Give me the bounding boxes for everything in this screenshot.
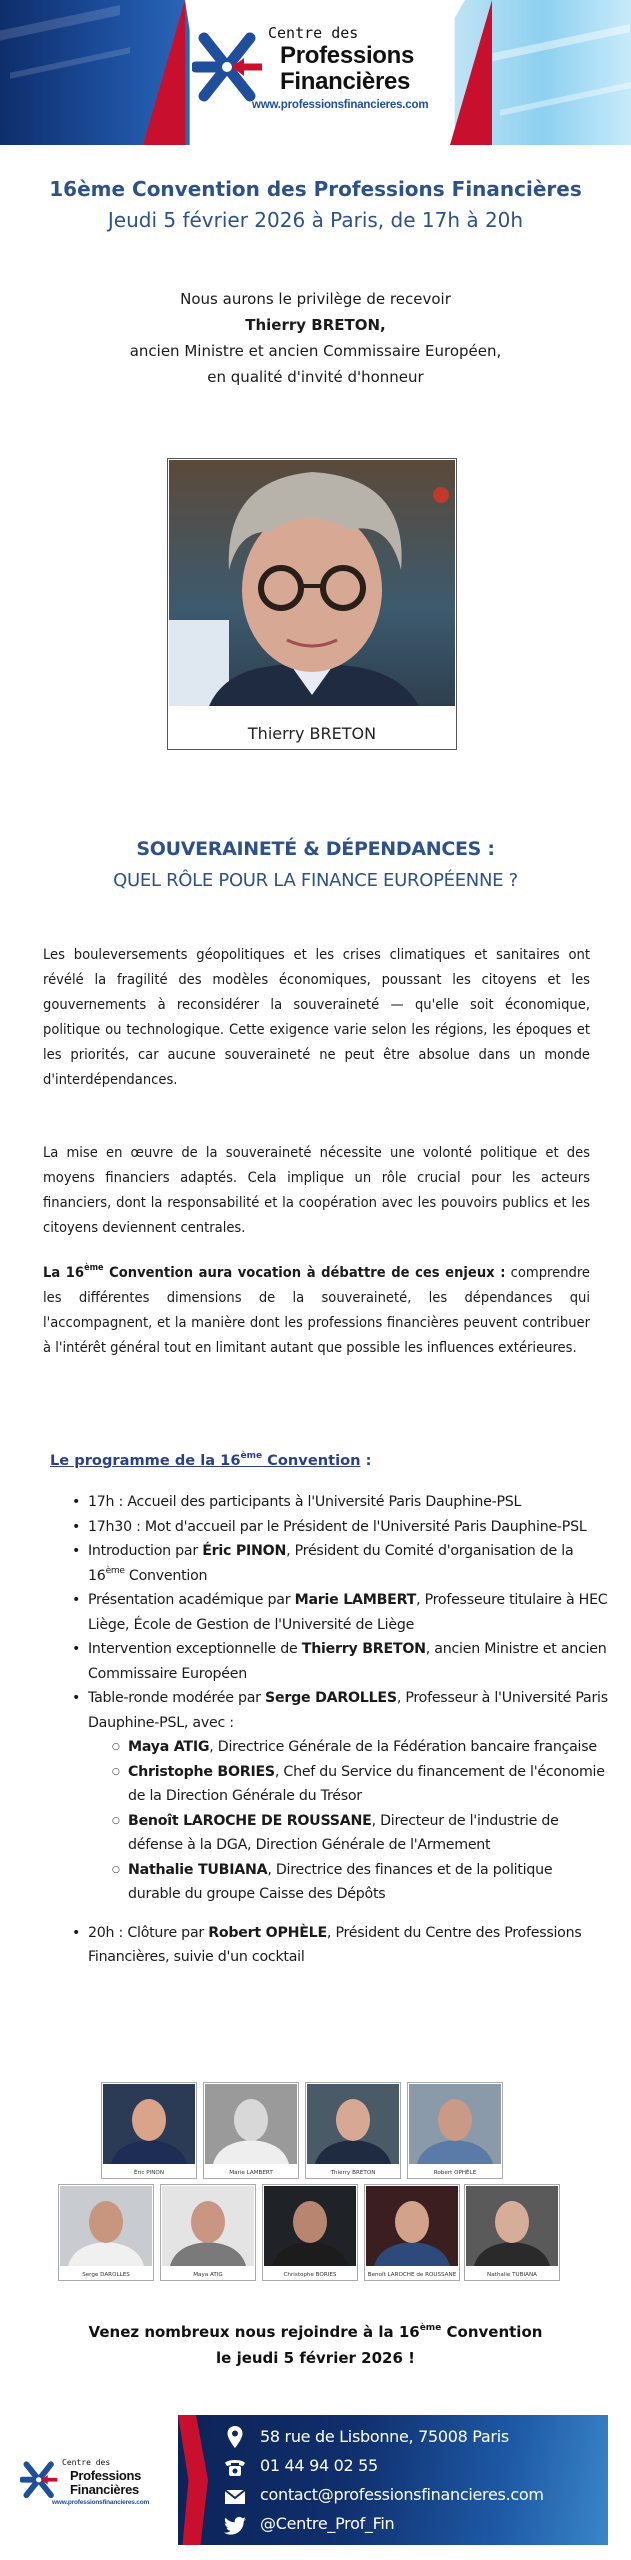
speaker-photo [205,2084,297,2164]
speaker-photo [60,2186,152,2266]
body-paragraph-2: La mise en œuvre de la souveraineté nécessite une volonté politique et des moyens financiers adaptés. Cela implique un rôle crucial pour les acteurs financiers, dont la responsabilité et la coopération avec les pouvoirs publics et les citoyens deviennent centrales. [43,1144,590,1236]
map-pin-icon [223,2425,247,2449]
header-banner [0,0,631,145]
programme-item: • Introduction par Éric PINON, Président du Comité d'organisation de la 16ème Convention [88,1539,608,1588]
speaker-name: Nathalie TUBIANA [487,2272,537,2278]
logo-line-1: Centre des [268,24,359,42]
speaker-name: Serge DAROLLES [82,2272,130,2278]
contact-twitter[interactable]: @Centre_Prof_Fin [260,2514,395,2533]
speaker-card [262,2184,358,2281]
speaker-name: Robert OPHÈLE [433,2170,477,2176]
contact-banner [178,2415,608,2545]
logo-line-2: Professions [280,42,415,69]
speaker-photo [162,2186,254,2266]
footer-logo-line-3: Financières [70,2482,139,2497]
contact-email[interactable]: contact@professionsfinancieres.com [260,2485,544,2504]
event-date: Jeudi 5 février 2026 à Paris, de 17h à 20h [107,208,524,232]
speaker-card [305,2082,401,2179]
speaker-card [58,2184,154,2281]
guest-photo [169,460,455,706]
closing-line-2: le jeudi 5 février 2026 ! [216,2349,415,2367]
programme-item: • Présentation académique par Marie LAMBERT, Professeure titulaire à HEC Liège, École de Gestion de l'Université de Liège [88,1588,608,1637]
programme-list [55,1490,608,1970]
footer-logo-line-2: Professions [70,2468,142,2483]
speaker-card [101,2082,197,2179]
speaker-name: Maya ATIG [193,2272,223,2278]
panelist-item: ○ Christophe BORIES, Chef du Service du financement de l'économie de la Direction Générale du Trésor [128,1760,608,1809]
footer-logo-line-1: Centre des [62,2458,111,2467]
theme-subheadline: QUEL RÔLE POUR LA FINANCE EUROPÉENNE ? [113,870,518,891]
panelist-item: ○ Benoît LAROCHE DE ROUSSANE, Directeur de l'industrie de défense à la DGA, Direction Générale de l'Armement [128,1809,608,1858]
closing-line-1: Venez nombreux nous rejoindre à la 16ème Convention [88,2323,543,2341]
logo-line-3: Financières [280,68,411,95]
twitter-icon [223,2514,247,2538]
programme-item: • Table-ronde modérée par Serge DAROLLES, Professeur à l'Université Paris Dauphine-PSL, avec : ○ Maya ATIG, Directrice Générale de la Fédération bancaire française ○ Christophe BORIES, Chef du Service du financement de l'économie de la Direction Générale du Trésor ○ Benoît LAROCHE DE ROUSSANE, Directeur de l'industrie de défense à la DGA, Direction Générale de l'Armement ○ Nathalie TUBIANA, Directrice des finances et de la politique durable du groupe Caisse des Dépôts [88,1686,608,1907]
speaker-photo [307,2084,399,2164]
footer-logo-url[interactable]: www.professionsfinancieres.com [52,2499,150,2506]
speaker-photo [103,2084,195,2164]
speaker-name: Thierry BRETON [330,2170,376,2176]
panelist-item: ○ Nathalie TUBIANA, Directrice des finances et de la politique durable du groupe Caisse des Dépôts [128,1858,608,1907]
portrait-illustration [169,460,455,706]
programme-item: • 17h30 : Mot d'accueil par le Président de l'Université Paris Dauphine-PSL [88,1515,608,1540]
intro-line-3: ancien Ministre et ancien Commissaire Européen, [129,342,502,360]
programme-title: Le programme de la 16ème Convention : [50,1451,372,1469]
contact-phone[interactable]: 01 44 94 02 55 [260,2456,378,2475]
speaker-name: Christophe BORIES [283,2272,337,2278]
guest-portrait [167,458,457,750]
speaker-photo [366,2186,458,2266]
portrait-caption: Thierry BRETON [247,724,377,743]
theme-headline: SOUVERAINETÉ & DÉPENDANCES : [136,838,495,860]
logo-mark-icon [192,30,267,105]
guest-name: Thierry BRETON, [245,316,386,334]
speaker-name: Benoît LAROCHE de ROUSSANE [367,2272,457,2278]
speaker-card [203,2082,299,2179]
speaker-photo [264,2186,356,2266]
programme-item: • 17h : Accueil des participants à l'Université Paris Dauphine-PSL [88,1490,608,1515]
logo-url[interactable]: www.professionsfinancieres.com [252,99,429,111]
speaker-card [464,2184,560,2281]
event-title: 16ème Convention des Professions Financières [49,177,582,201]
speaker-photo [466,2186,558,2266]
panelist-item: ○ Maya ATIG, Directrice Générale de la Fédération bancaire française [128,1735,608,1760]
speaker-card [364,2184,460,2281]
red-accent-left [143,0,185,145]
envelope-icon [223,2485,247,2509]
programme-item: • Intervention exceptionnelle de Thierry BRETON, ancien Ministre et ancien Commissaire Européen [88,1637,608,1686]
intro-line-4: en qualité d'invité d'honneur [207,368,424,386]
footer-logo-mark-icon [20,2460,60,2500]
intro-line-1: Nous aurons le privilège de recevoir [180,290,451,308]
speaker-name: Éric PINON [133,2170,165,2176]
red-accent [178,2415,208,2545]
speaker-card [407,2082,503,2179]
speaker-card [160,2184,256,2281]
speaker-name: Marie LAMBERT [229,2170,273,2176]
speaker-photo [409,2084,501,2164]
header-logo[interactable] [190,22,460,122]
phone-icon [223,2455,247,2479]
body-paragraph-1: Les bouleversements géopolitiques et les crises climatiques et sanitaires ont révélé la fragilité des modèles économiques, poussant les citoyens et les gouvernements à reconsidérer la souveraineté — qu'elle soit économique, politique ou technologique. Cette exigence varie selon les régions, les époques et les priorités, car aucune souveraineté ne peut être absolue dans un monde d'interdépendances. [43,946,590,1088]
panel-list [88,1735,608,1907]
footer-logo[interactable] [20,2458,180,2518]
body-paragraph-3: La 16ème Convention aura vocation à débattre de ces enjeux : comprendre les différentes dimensions de la souveraineté, les dépendances qui l'accompagnent, et la manière dont les professions financières peuvent contribuer à l'intérêt général tout en limitant autant que possible les influences extérieures. [43,1263,591,1356]
contact-address: 58 rue de Lisbonne, 75008 Paris [260,2427,509,2446]
programme-item: • 20h : Clôture par Robert OPHÈLE, Président du Centre des Professions Financières, suivie d'un cocktail [88,1921,608,1970]
